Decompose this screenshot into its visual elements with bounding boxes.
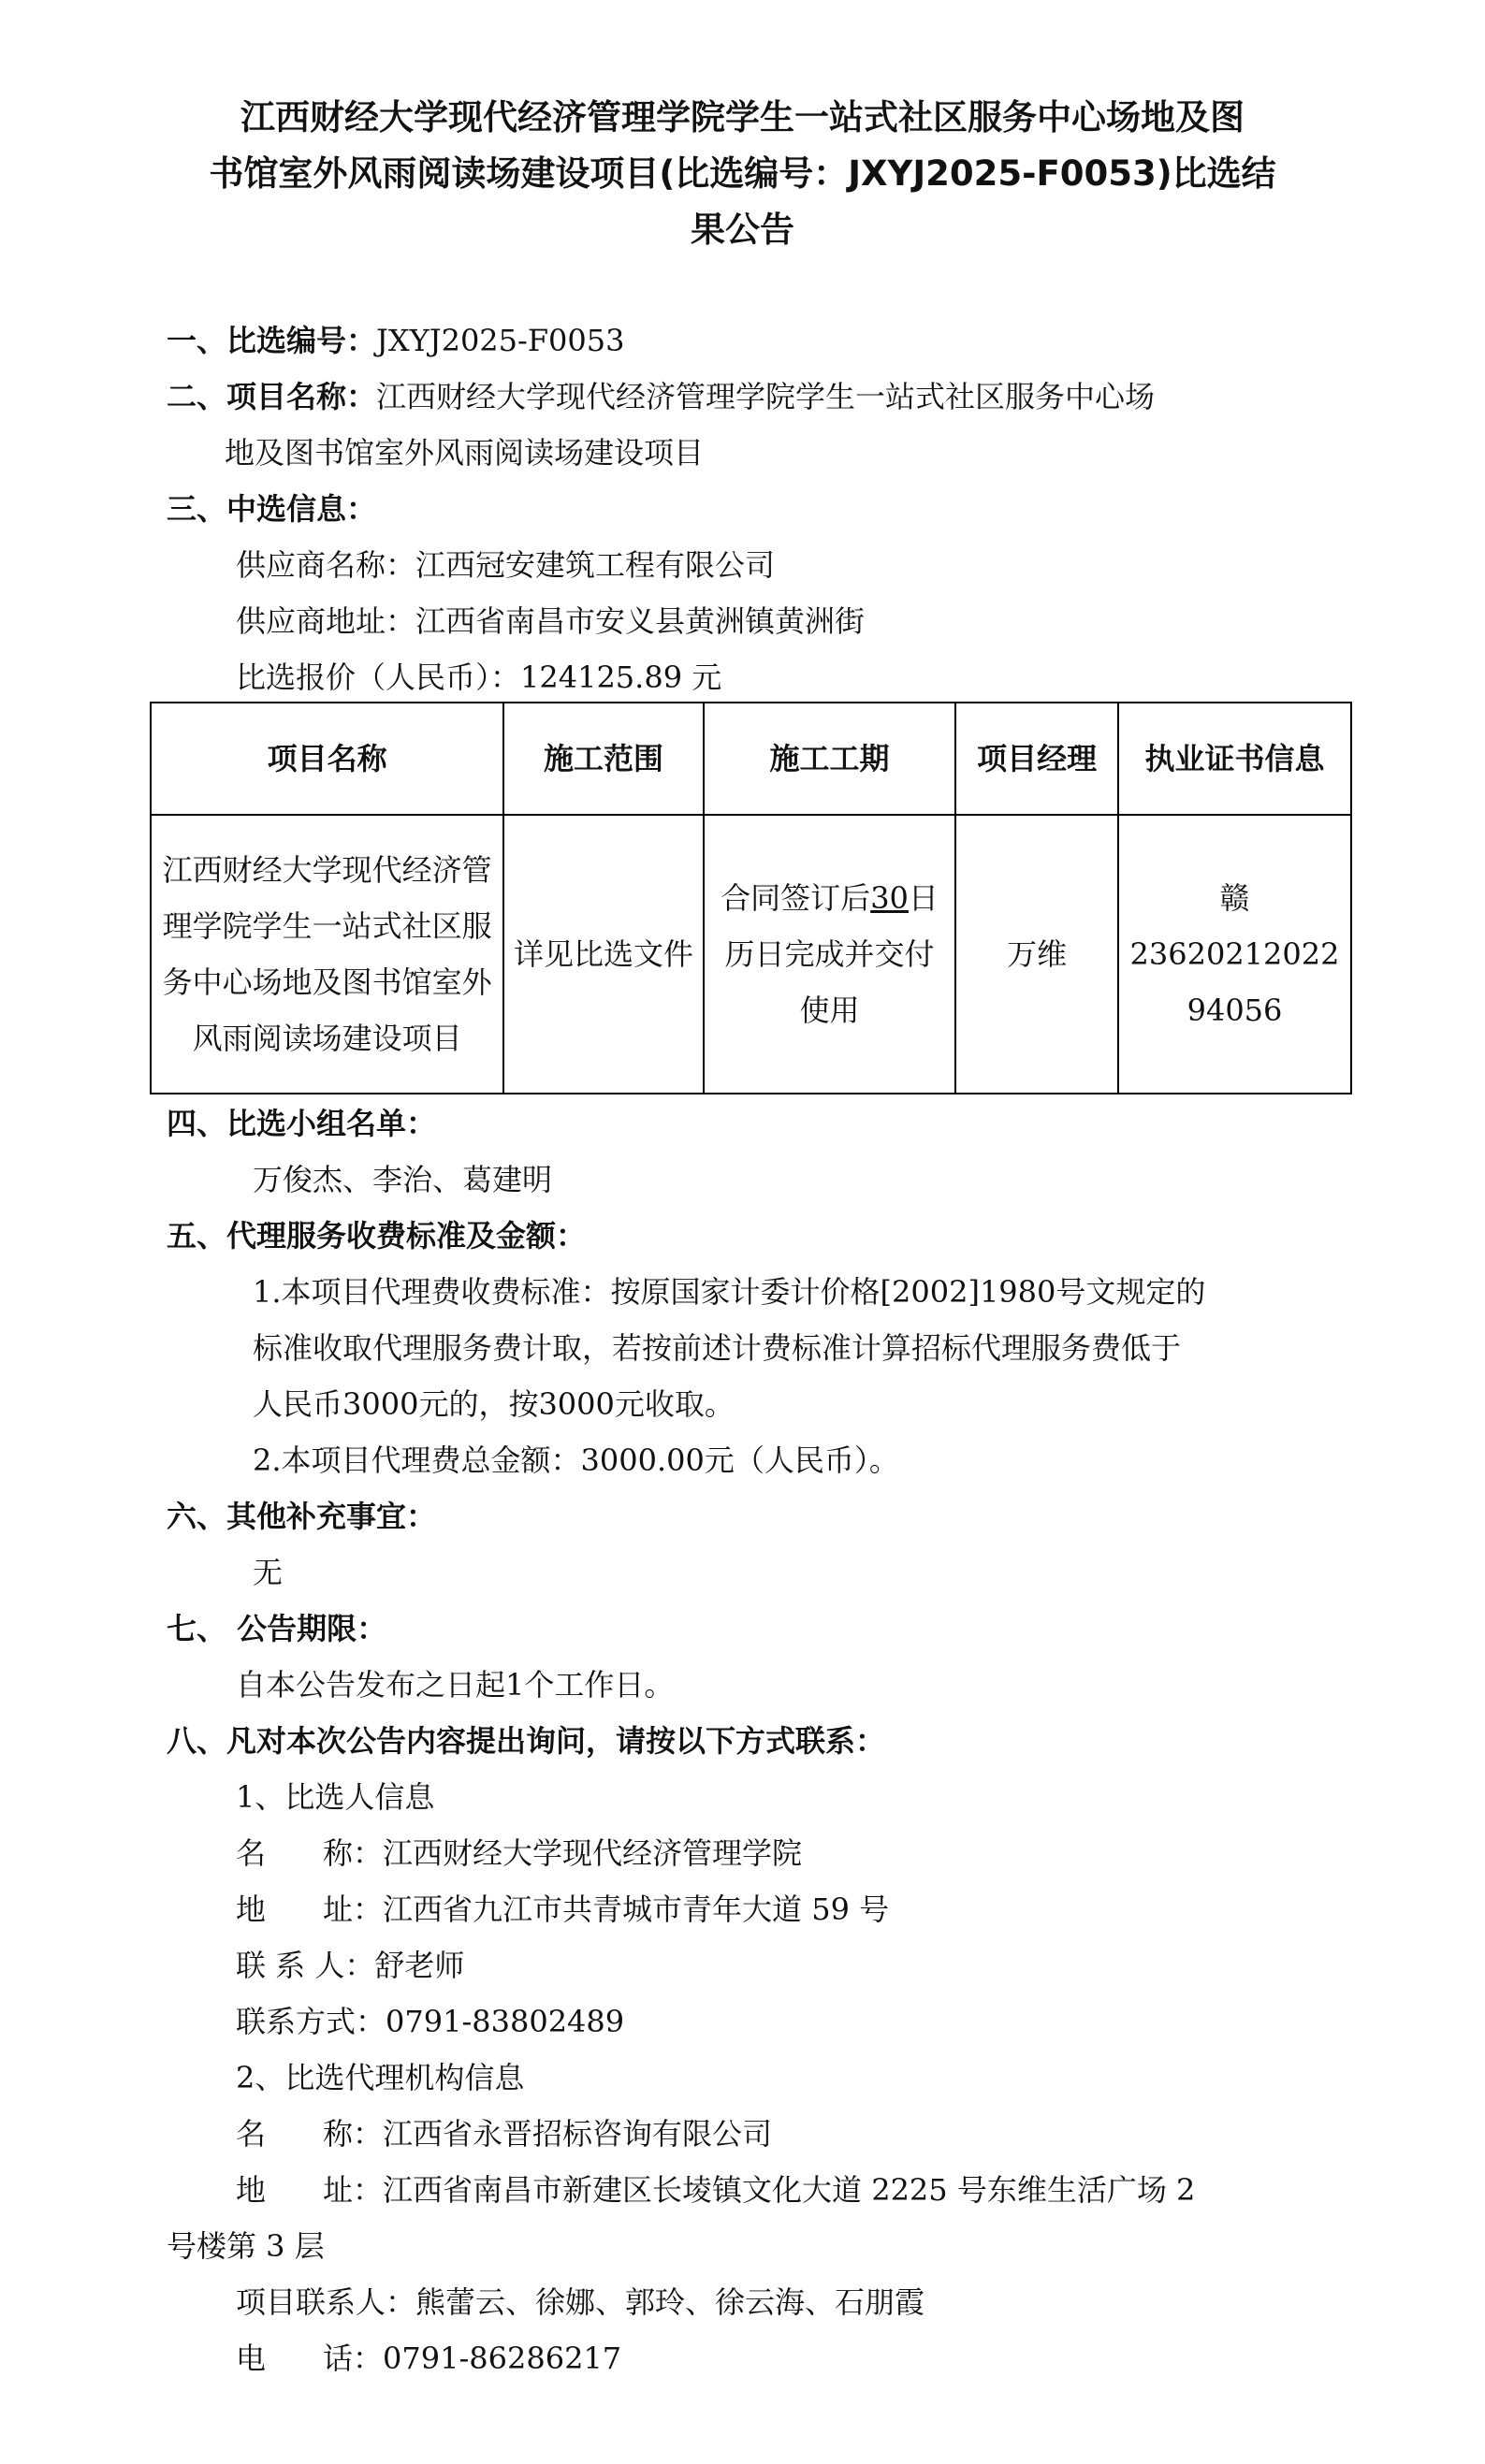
section-1-label: 一、比选编号： (167, 323, 377, 358)
purchaser-info-heading: 1、比选人信息 (236, 1779, 435, 1815)
section-3-label: 三、中选信息： (167, 491, 377, 527)
agency-name: 名 称：江西省永晋招标咨询有限公司 (236, 2116, 773, 2152)
cell-project-name: 江西财经大学现代经济管理学院学生一站式社区服务中心场地及图书馆室外风雨阅读场建设项目 (151, 815, 503, 1094)
award-table (150, 702, 1352, 1094)
document-title (140, 90, 1345, 258)
agency-address-line-1: 地 址：江西省南昌市新建区长堎镇文化大道 2225 号东维生活广场 2 (236, 2172, 1196, 2208)
section-4-label: 四、比选小组名单： (167, 1106, 437, 1141)
title-line-1: 江西财经大学现代经济管理学院学生一站式社区服务中心场地及图 (240, 97, 1245, 138)
supplier-address: 供应商地址：江西省南昌市安义县黄洲镇黄洲街 (236, 603, 866, 639)
purchaser-phone: 联系方式：0791-83802489 (236, 2004, 625, 2039)
supplier-name: 供应商名称：江西冠安建筑工程有限公司 (236, 547, 776, 583)
certificate-prefix: 赣 (1219, 880, 1250, 916)
section-1 (167, 322, 624, 359)
fee-standard-line-2: 标准收取代理服务费计取，若按前述计费标准计算招标代理服务费低于 (253, 1330, 1182, 1366)
title-line-3: 果公告 (691, 210, 794, 250)
cell-period (704, 815, 955, 1094)
section-6-label: 六、其他补充事宜： (167, 1499, 437, 1534)
agency-phone: 电 话：0791-86286217 (236, 2341, 622, 2376)
agency-address-line-2: 号楼第 3 层 (167, 2228, 325, 2264)
header-scope: 施工范围 (503, 703, 704, 815)
certificate-number-1: 23620212022 (1129, 936, 1340, 972)
section-8-label: 八、凡对本次公告内容提出询问，请按以下方式联系： (167, 1723, 886, 1759)
period-prefix: 合同签订后 (721, 880, 871, 916)
panel-members: 万俊杰、李治、葛建明 (253, 1162, 553, 1197)
header-period: 施工工期 (704, 703, 955, 815)
period-suffix: 日历日完成并交付使用 (724, 880, 939, 1028)
header-certificate: 执业证书信息 (1118, 703, 1351, 815)
section-5-label: 五、代理服务收费标准及金额： (167, 1218, 587, 1254)
table-header-row (151, 703, 1351, 815)
fee-total: 2.本项目代理费总金额：3000.00元（人民币）。 (253, 1442, 899, 1478)
purchaser-contact: 联 系 人：舒老师 (236, 1948, 465, 1983)
fee-standard-line-1: 1.本项目代理费收费标准：按原国家计委计价格[2002]1980号文规定的 (253, 1274, 1206, 1310)
bid-number: JXYJ2025-F0053 (376, 323, 625, 358)
cell-scope: 详见比选文件 (503, 815, 704, 1094)
bid-price: 比选报价（人民币）：124125.89 元 (236, 659, 722, 695)
purchaser-name: 名 称：江西财经大学现代经济管理学院 (236, 1835, 803, 1871)
table-row (151, 815, 1351, 1094)
section-2-label: 二、项目名称： (167, 379, 377, 414)
announcement-period: 自本公告发布之日起1个工作日。 (236, 1667, 675, 1703)
fee-standard-line-3: 人民币3000元的，按3000元收取。 (253, 1386, 735, 1422)
supplementary-matters: 无 (253, 1555, 284, 1590)
project-name-line-2: 地及图书馆室外风雨阅读场建设项目 (225, 435, 705, 471)
project-name-line-1: 江西财经大学现代经济管理学院学生一站式社区服务中心场 (376, 379, 1156, 414)
section-2 (167, 378, 1155, 415)
header-project-name: 项目名称 (151, 703, 503, 815)
agency-info-heading: 2、比选代理机构信息 (236, 2060, 525, 2095)
period-days: 30 (870, 880, 909, 916)
section-7-label: 七、 公告期限： (167, 1611, 387, 1646)
header-manager: 项目经理 (955, 703, 1118, 815)
cell-certificate (1118, 815, 1351, 1094)
purchaser-address: 地 址：江西省九江市共青城市青年大道 59 号 (236, 1891, 890, 1927)
title-line-2: 书馆室外风雨阅读场建设项目(比选编号：JXYJ2025-F0053)比选结 (209, 153, 1276, 194)
agency-contacts: 项目联系人：熊蕾云、徐娜、郭玲、徐云海、石朋霞 (236, 2284, 925, 2320)
cell-manager: 万维 (955, 815, 1118, 1094)
certificate-number-2: 94056 (1187, 993, 1283, 1028)
